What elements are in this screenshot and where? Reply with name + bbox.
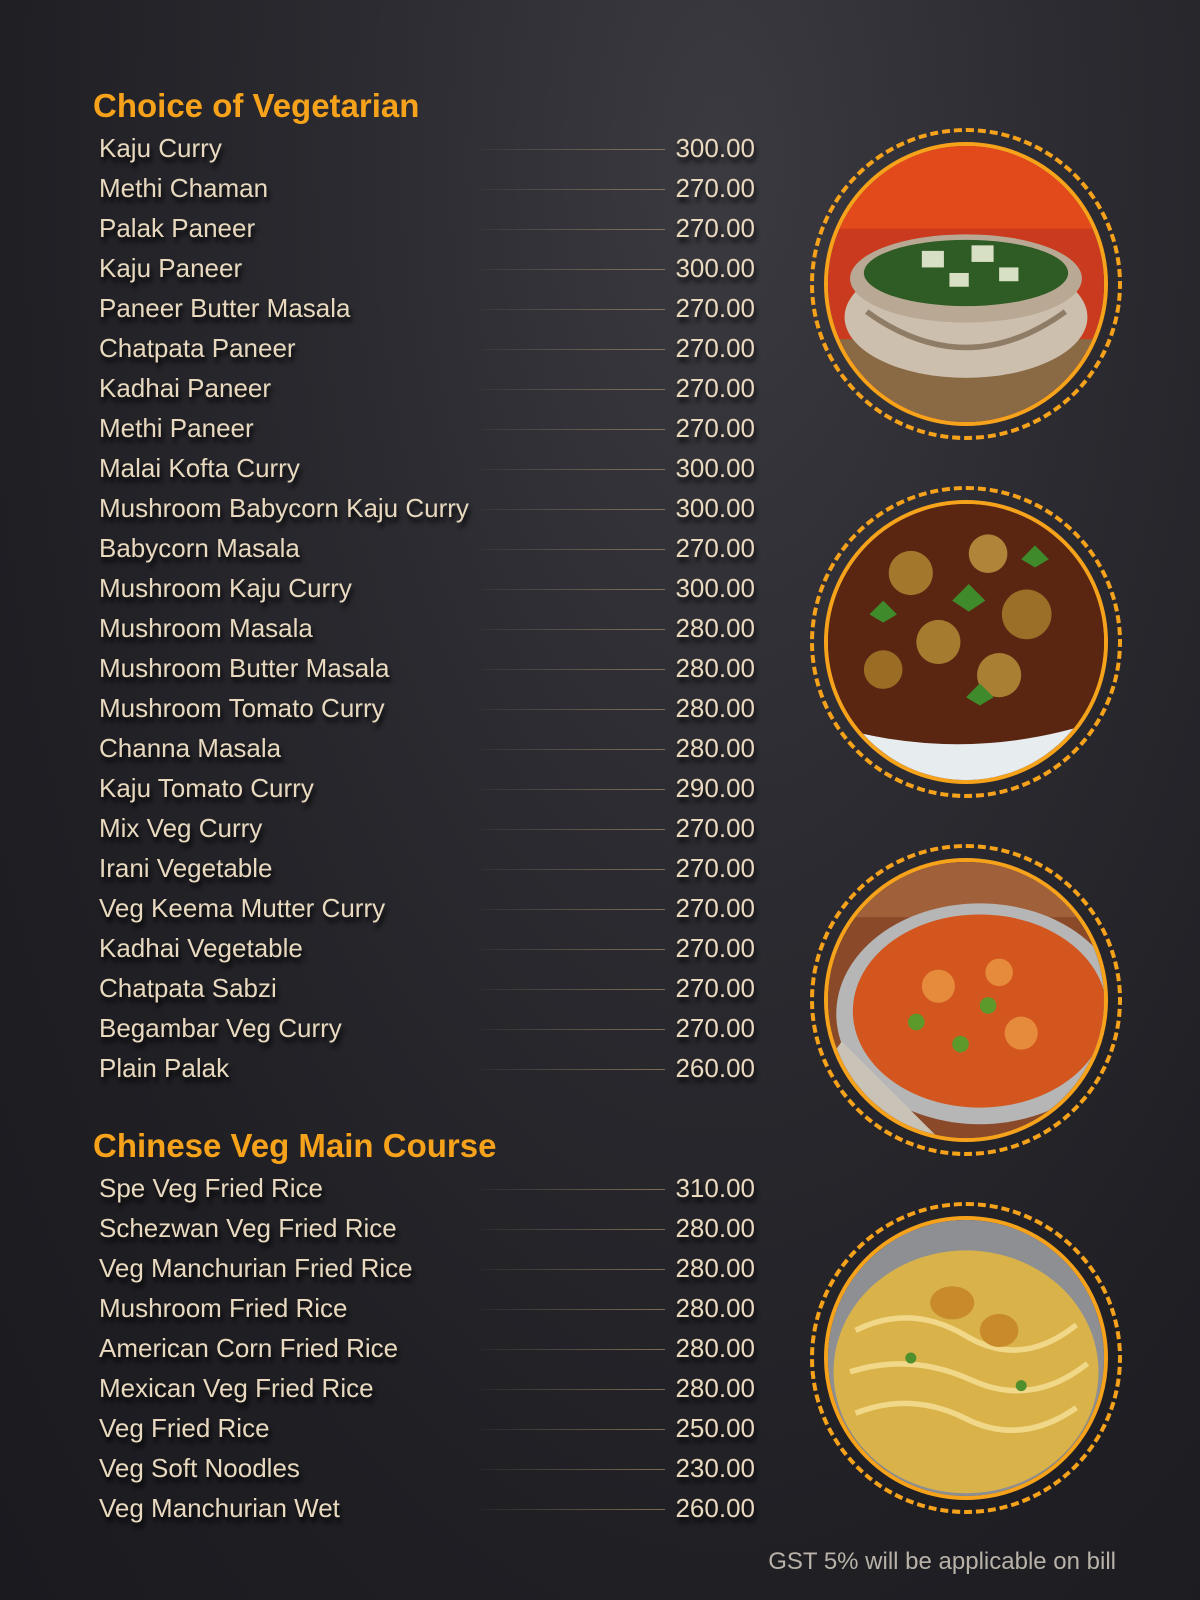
item-name: Veg Manchurian Fried Rice <box>99 1253 413 1283</box>
leader-line <box>481 869 665 870</box>
item-price: 280.00 <box>675 1333 755 1363</box>
item-name: Veg Fried Rice <box>99 1413 270 1443</box>
item-name: Mushroom Masala <box>99 613 313 643</box>
item-name: Veg Manchurian Wet <box>99 1493 340 1523</box>
item-price: 270.00 <box>675 853 755 883</box>
leader-line <box>481 229 665 230</box>
menu-item <box>99 608 755 648</box>
leader-line <box>481 189 665 190</box>
item-price: 280.00 <box>675 1253 755 1283</box>
leader-line <box>481 1349 665 1350</box>
leader-line <box>481 1069 665 1070</box>
leader-line <box>481 269 665 270</box>
menu-item <box>99 488 755 528</box>
menu-item <box>99 928 755 968</box>
item-price: 230.00 <box>675 1453 755 1483</box>
vegetarian-item-list <box>99 128 755 1088</box>
item-price: 300.00 <box>675 573 755 603</box>
menu-item <box>99 1368 755 1408</box>
menu-item <box>99 248 755 288</box>
menu-item <box>99 448 755 488</box>
item-price: 270.00 <box>675 893 755 923</box>
item-name: Begambar Veg Curry <box>99 1013 342 1043</box>
menu-item <box>99 1408 755 1448</box>
item-price: 270.00 <box>675 813 755 843</box>
leader-line <box>481 389 665 390</box>
leader-line <box>481 469 665 470</box>
gst-note: GST 5% will be applicable on bill <box>768 1548 1116 1575</box>
section-title-chinese: Chinese Veg Main Course <box>93 1127 497 1164</box>
menu-item <box>99 848 755 888</box>
item-price: 270.00 <box>675 213 755 243</box>
item-price: 280.00 <box>675 1213 755 1243</box>
dish-image <box>824 1216 1108 1500</box>
item-price: 270.00 <box>675 293 755 323</box>
item-name: Plain Palak <box>99 1053 230 1083</box>
menu-item <box>99 648 755 688</box>
menu-item <box>99 128 755 168</box>
palak-paneer-photo <box>810 128 1122 440</box>
item-name: Kaju Curry <box>99 133 222 163</box>
item-name: Kadhai Paneer <box>99 373 272 403</box>
item-name: Mushroom Babycorn Kaju Curry <box>99 493 469 523</box>
menu-item <box>99 1008 755 1048</box>
mushroom-masala-photo <box>810 486 1122 798</box>
leader-line <box>481 509 665 510</box>
menu-item <box>99 1328 755 1368</box>
menu-item <box>99 1168 755 1208</box>
item-price: 260.00 <box>675 1053 755 1083</box>
chinese-item-list <box>99 1168 755 1528</box>
menu-item <box>99 1448 755 1488</box>
leader-line <box>481 709 665 710</box>
item-name: Kaju Paneer <box>99 253 243 283</box>
item-name: Schezwan Veg Fried Rice <box>99 1213 397 1243</box>
item-name: Mushroom Fried Rice <box>99 1293 348 1323</box>
menu-item <box>99 288 755 328</box>
menu-item <box>99 968 755 1008</box>
leader-line <box>481 829 665 830</box>
leader-line <box>481 789 665 790</box>
item-price: 270.00 <box>675 973 755 1003</box>
menu-item <box>99 528 755 568</box>
item-price: 260.00 <box>675 1493 755 1523</box>
item-price: 250.00 <box>675 1413 755 1443</box>
item-name: Chatpata Paneer <box>99 333 296 363</box>
item-name: Babycorn Masala <box>99 533 300 563</box>
leader-line <box>481 749 665 750</box>
item-price: 280.00 <box>675 1373 755 1403</box>
leader-line <box>481 309 665 310</box>
item-name: Mexican Veg Fried Rice <box>99 1373 374 1403</box>
leader-line <box>481 1269 665 1270</box>
leader-line <box>481 1509 665 1510</box>
item-name: Mushroom Butter Masala <box>99 653 390 683</box>
item-name: American Corn Fried Rice <box>99 1333 399 1363</box>
menu-item <box>99 1288 755 1328</box>
item-price: 290.00 <box>675 773 755 803</box>
leader-line <box>481 1429 665 1430</box>
item-name: Methi Chaman <box>99 173 269 203</box>
leader-line <box>481 629 665 630</box>
menu-item <box>99 888 755 928</box>
item-price: 270.00 <box>675 533 755 563</box>
item-name: Methi Paneer <box>99 413 254 443</box>
item-name: Malai Kofta Curry <box>99 453 300 483</box>
item-price: 270.00 <box>675 1013 755 1043</box>
menu-item <box>99 1488 755 1528</box>
menu-item <box>99 768 755 808</box>
leader-line <box>481 989 665 990</box>
leader-line <box>481 669 665 670</box>
section-title-vegetarian: Choice of Vegetarian <box>93 87 420 124</box>
item-name: Veg Soft Noodles <box>99 1453 300 1483</box>
menu-item <box>99 808 755 848</box>
item-price: 270.00 <box>675 373 755 403</box>
item-price: 280.00 <box>675 693 755 723</box>
menu-item <box>99 368 755 408</box>
leader-line <box>481 1389 665 1390</box>
item-name: Mix Veg Curry <box>99 813 263 843</box>
menu-item <box>99 408 755 448</box>
menu-item <box>99 328 755 368</box>
menu-item <box>99 728 755 768</box>
menu-item <box>99 1208 755 1248</box>
menu-item <box>99 688 755 728</box>
leader-line <box>481 349 665 350</box>
menu-item <box>99 1048 755 1088</box>
leader-line <box>481 1229 665 1230</box>
item-name: Kaju Tomato Curry <box>99 773 314 803</box>
dish-image <box>824 858 1108 1142</box>
item-name: Channa Masala <box>99 733 282 763</box>
item-name: Spe Veg Fried Rice <box>99 1173 324 1203</box>
veg-fried-rice-photo <box>810 1202 1122 1514</box>
leader-line <box>481 589 665 590</box>
leader-line <box>481 549 665 550</box>
leader-line <box>481 1029 665 1030</box>
item-name: Mushroom Kaju Curry <box>99 573 352 603</box>
item-name: Chatpata Sabzi <box>99 973 277 1003</box>
menu-item <box>99 208 755 248</box>
item-price: 270.00 <box>675 333 755 363</box>
item-price: 300.00 <box>675 493 755 523</box>
dish-image <box>824 142 1108 426</box>
leader-line <box>481 1309 665 1310</box>
item-price: 280.00 <box>675 613 755 643</box>
item-price: 280.00 <box>675 1293 755 1323</box>
item-price: 280.00 <box>675 733 755 763</box>
leader-line <box>481 949 665 950</box>
item-name: Veg Keema Mutter Curry <box>99 893 386 923</box>
item-price: 300.00 <box>675 453 755 483</box>
item-price: 280.00 <box>675 653 755 683</box>
item-price: 270.00 <box>675 933 755 963</box>
leader-line <box>481 1189 665 1190</box>
menu-item <box>99 1248 755 1288</box>
dish-image <box>824 500 1108 784</box>
menu-item <box>99 168 755 208</box>
item-price: 270.00 <box>675 413 755 443</box>
item-price: 300.00 <box>675 253 755 283</box>
kadhai-vegetable-photo <box>810 844 1122 1156</box>
leader-line <box>481 909 665 910</box>
menu-item <box>99 568 755 608</box>
item-name: Paneer Butter Masala <box>99 293 351 323</box>
leader-line <box>481 1469 665 1470</box>
item-name: Kadhai Vegetable <box>99 933 303 963</box>
leader-line <box>481 149 665 150</box>
item-name: Mushroom Tomato Curry <box>99 693 385 723</box>
item-price: 300.00 <box>675 133 755 163</box>
item-price: 310.00 <box>675 1173 755 1203</box>
item-price: 270.00 <box>675 173 755 203</box>
item-name: Irani Vegetable <box>99 853 273 883</box>
leader-line <box>481 429 665 430</box>
item-name: Palak Paneer <box>99 213 256 243</box>
